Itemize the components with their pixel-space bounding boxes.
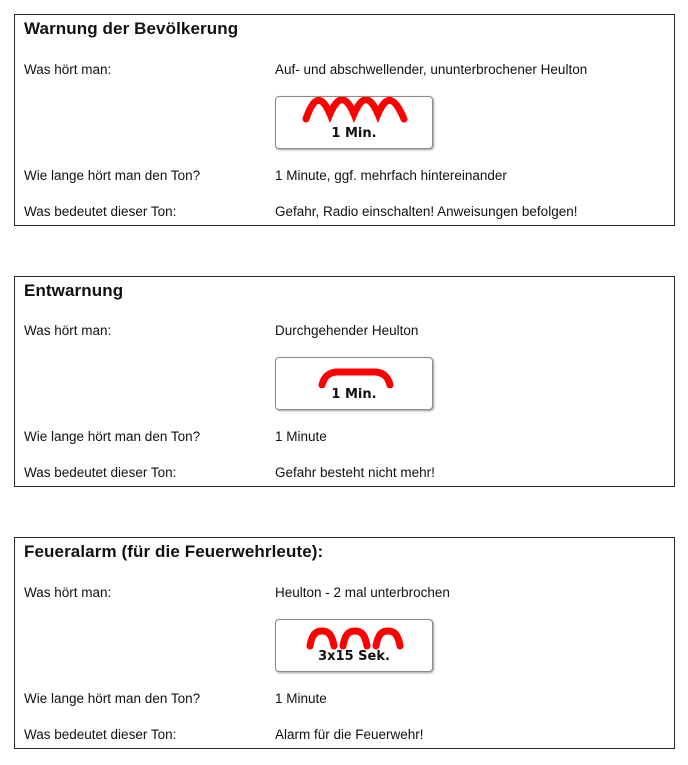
section-title: Warnung der Bevölkerung (24, 19, 239, 38)
question-label: Wie lange hört man den Ton? (24, 429, 201, 444)
question-label: Was hört man: (24, 585, 112, 600)
answer-value: Auf- und abschwellender, ununterbrochener Heulton (275, 62, 588, 77)
question-label: Was hört man: (24, 62, 112, 77)
siren-signal-graphic (275, 357, 433, 410)
answer-value: Gefahr, Radio einschalten! Anweisungen befolgen! (275, 204, 578, 219)
interrupted-tone-icon (276, 620, 434, 650)
section-title: Entwarnung (24, 281, 124, 300)
answer-value: Heulton - 2 mal unterbrochen (275, 585, 450, 600)
wave-siren-icon (276, 97, 434, 127)
answer-value: 1 Minute (275, 691, 327, 706)
answer-value: Alarm für die Feuerwehr! (275, 727, 424, 742)
answer-value: Durchgehender Heulton (275, 323, 419, 338)
section-fire-alarm (14, 537, 675, 749)
question-label: Was bedeutet dieser Ton: (24, 465, 177, 480)
answer-value: Gefahr besteht nicht mehr! (275, 465, 435, 480)
signal-caption: 1 Min. (331, 387, 377, 402)
question-label: Wie lange hört man den Ton? (24, 168, 201, 183)
answer-value: 1 Minute (275, 429, 327, 444)
siren-signal-graphic (275, 619, 433, 672)
question-label: Was bedeutet dieser Ton: (24, 204, 177, 219)
question-label: Was bedeutet dieser Ton: (24, 727, 177, 742)
answer-value: 1 Minute, ggf. mehrfach hintereinander (275, 168, 507, 183)
signal-caption: 1 Min. (331, 126, 377, 141)
siren-signal-graphic (275, 96, 433, 149)
section-all-clear (14, 276, 675, 487)
question-label: Was hört man: (24, 323, 112, 338)
continuous-tone-icon (276, 358, 434, 388)
signal-caption: 3x15 Sek. (318, 649, 390, 664)
section-title: Feueralarm (für die Feuerwehrleute): (24, 542, 324, 561)
section-warning (14, 14, 675, 226)
question-label: Wie lange hört man den Ton? (24, 691, 201, 706)
